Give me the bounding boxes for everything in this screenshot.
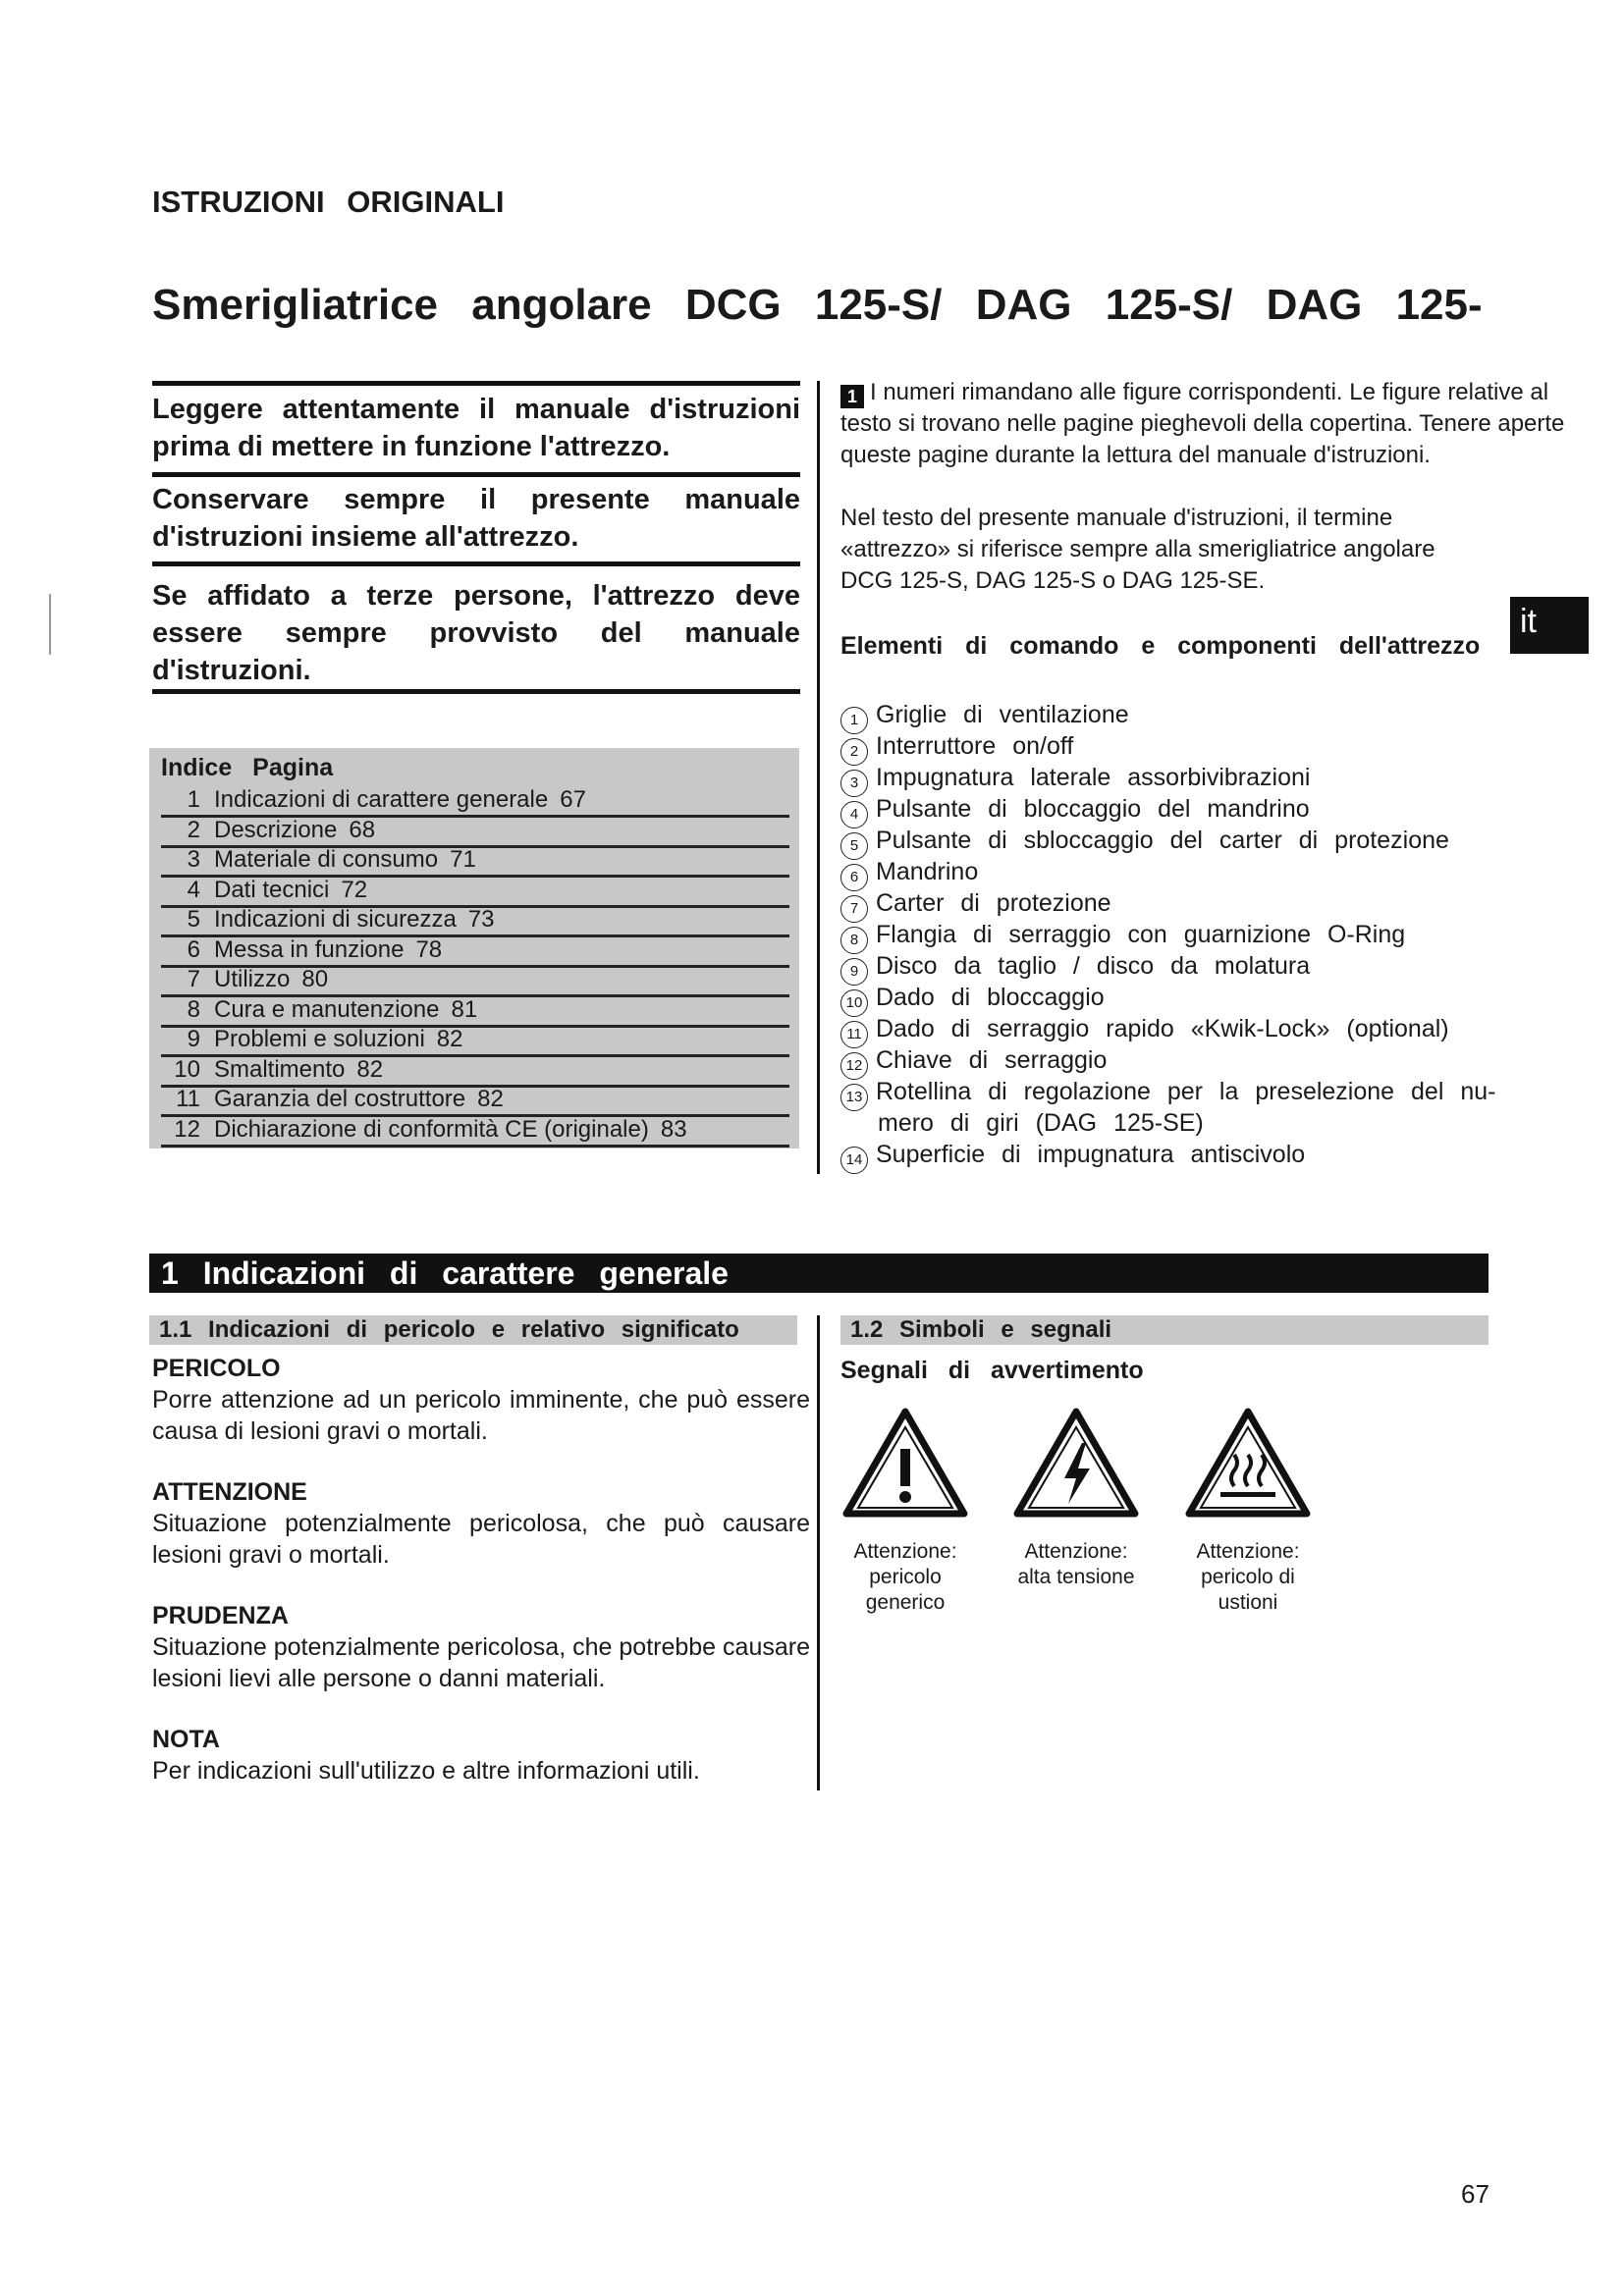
- toc-label: Indicazioni di carattere generale: [214, 786, 549, 813]
- toc-page: 71: [450, 846, 476, 873]
- toc-page: 83: [660, 1115, 687, 1143]
- toc-row: [161, 1055, 789, 1088]
- item-text: Chiave di serraggio: [876, 1046, 1108, 1074]
- rule: [152, 689, 800, 694]
- toc-row: [161, 935, 789, 968]
- toc-number: 7: [187, 966, 200, 992]
- toc-label: Utilizzo: [214, 966, 291, 992]
- toc-page: 68: [349, 816, 376, 843]
- toc-label: Problemi e soluzioni: [214, 1026, 425, 1052]
- note-third-parties: Se affidato a terze persone, l'attrezzo deve essere sempre provvisto del manuale d'istruzioni.: [152, 580, 800, 686]
- item-number-circle: 4: [840, 801, 868, 828]
- toc-number: 8: [187, 995, 200, 1023]
- toc-number: 5: [187, 906, 200, 933]
- item-number-circle: 1: [840, 707, 868, 734]
- list-item: [840, 1013, 1587, 1044]
- hot-surface-icon: [1185, 1408, 1311, 1518]
- toc-page: 80: [301, 966, 329, 992]
- item-number-circle: 8: [840, 927, 868, 954]
- toc-label: Materiale di consumo: [214, 846, 439, 873]
- toc-row: [161, 785, 789, 818]
- toc-label: Descrizione: [214, 816, 338, 843]
- column-divider: [817, 381, 820, 1174]
- toc-page: 82: [356, 1055, 384, 1083]
- item-number-circle: 5: [840, 832, 868, 860]
- figure-badge: 1: [840, 385, 864, 408]
- item-text: Dado di bloccaggio: [876, 984, 1105, 1011]
- item-number-circle: 3: [840, 770, 868, 797]
- intro-paragraph-2: Nel testo del presente manuale d'istruzioni, il termine «attrezzo» si riferisce sempre alla smerigliatrice angolare DCG 125-S, DAG 125-S o DAG 125-SE.: [840, 505, 1435, 594]
- list-item: [840, 762, 1587, 793]
- item-number-circle: 6: [840, 864, 868, 891]
- general-danger-icon: [842, 1408, 968, 1518]
- item-text: Interruttore on/off: [876, 732, 1074, 760]
- list-item: [840, 982, 1587, 1013]
- toc-row: [161, 1085, 789, 1117]
- list-item: [840, 699, 1587, 730]
- item-number-circle: 13: [840, 1084, 868, 1111]
- intro-paragraph: [840, 377, 1587, 471]
- hazard-text-note: Per indicazioni sull'utilizzo e altre informazioni utili.: [152, 1757, 700, 1785]
- list-item: [840, 950, 1587, 982]
- hazard-label-note: NOTA: [152, 1726, 220, 1753]
- item-text: Superficie di impugnatura antiscivolo: [876, 1141, 1306, 1168]
- toc-label: Dati tecnici: [214, 876, 330, 903]
- toc-row: [161, 1025, 789, 1057]
- toc-number: 11: [176, 1086, 200, 1112]
- toc-label: Messa in funzione: [214, 935, 405, 963]
- page-edge-mark: [49, 594, 51, 655]
- toc-label: Dichiarazione di conformità CE (originale): [214, 1115, 649, 1143]
- note-keep-manual: Conservare sempre il presente manuale d'istruzioni insieme all'attrezzo.: [152, 484, 800, 553]
- sign-caption-voltage: Attenzione: alta tensione: [1017, 1540, 1135, 1588]
- toc-row: [161, 965, 789, 997]
- intro-text-1: I numeri rimandano alle figure corrispondenti. Le figure relative al testo si trovano nelle pagine pieghevoli della copertina. Tenere aperte queste pagine durante la lettura del manuale d'istruzioni.: [840, 379, 1565, 468]
- hazard-label-warning: ATTENZIONE: [152, 1478, 307, 1506]
- item-text: Rotellina di regolazione per la preselezione del nu-: [876, 1078, 1496, 1105]
- hazard-text-danger: Porre attenzione ad un pericolo imminente, che può essere causa di lesioni gravi o mortali.: [152, 1386, 810, 1445]
- column-divider: [817, 1315, 820, 1790]
- components-list: [840, 699, 1587, 1170]
- rule: [152, 561, 800, 566]
- toc-row: [161, 816, 789, 848]
- components-title: Elementi di comando e componenti dell'attrezzo: [840, 632, 1481, 660]
- toc-number: 10: [174, 1055, 200, 1083]
- toc-number: 4: [187, 876, 200, 903]
- toc-label: Cura e manutenzione: [214, 995, 440, 1023]
- warning-signs-title: Segnali di avvertimento: [840, 1357, 1144, 1384]
- item-number-circle: 2: [840, 738, 868, 766]
- language-tab: it: [1510, 597, 1589, 654]
- item-number-circle: 12: [840, 1052, 868, 1080]
- list-item: [840, 1107, 1587, 1139]
- item-number-circle: 9: [840, 958, 868, 986]
- list-item: [840, 825, 1587, 856]
- item-text: Mandrino: [876, 858, 979, 885]
- toc-label: Smaltimento: [214, 1055, 346, 1083]
- rule: [152, 381, 800, 386]
- rule: [152, 472, 800, 477]
- toc-page: 78: [415, 935, 443, 963]
- toc-header: Indice Pagina: [161, 754, 334, 781]
- list-item: [840, 1044, 1587, 1076]
- toc-page: 73: [467, 906, 495, 933]
- toc-number: 6: [187, 935, 200, 963]
- toc-row: [161, 876, 789, 908]
- list-item: [840, 856, 1587, 887]
- item-text: Dado di serraggio rapido «Kwik-Lock» (optional): [876, 1015, 1449, 1042]
- item-number-circle: 14: [840, 1147, 868, 1174]
- item-number-circle: 10: [840, 989, 868, 1017]
- subsection-title-1-2: 1.2 Simboli e segnali: [840, 1315, 1489, 1345]
- sign-caption-general: Attenzione: pericolo generico: [853, 1540, 957, 1614]
- hazard-label-danger: PERICOLO: [152, 1355, 281, 1382]
- item-text: Impugnatura laterale assorbivibrazioni: [876, 764, 1311, 791]
- toc-number: 9: [187, 1026, 200, 1052]
- item-number-circle: 11: [840, 1021, 868, 1048]
- high-voltage-icon: [1013, 1408, 1139, 1518]
- subsection-title-1-1: 1.1 Indicazioni di pericolo e relativo significato: [149, 1315, 797, 1345]
- item-text: Pulsante di bloccaggio del mandrino: [876, 795, 1310, 823]
- toc-row: [161, 1115, 789, 1148]
- list-item: [840, 919, 1587, 950]
- list-item: [840, 793, 1587, 825]
- toc-page: 72: [341, 876, 368, 903]
- list-item: [840, 730, 1587, 762]
- list-item: [840, 887, 1587, 919]
- item-text: Flangia di serraggio con guarnizione O-Ring: [876, 921, 1406, 948]
- sign-caption-burn: Attenzione: pericolo di ustioni: [1196, 1540, 1300, 1614]
- page-title: Smerigliatrice angolare DCG 125-S/ DAG 125-S/ DAG 125-: [152, 281, 1483, 329]
- document-header: ISTRUZIONI ORIGINALI: [152, 185, 505, 219]
- page-number: 67: [1461, 2179, 1489, 2209]
- toc-row: [161, 905, 789, 937]
- toc-label: Indicazioni di sicurezza: [214, 906, 457, 933]
- item-text: Carter di protezione: [876, 889, 1111, 917]
- list-item: [840, 1139, 1587, 1170]
- hazard-text-caution: Situazione potenzialmente pericolosa, che potrebbe causare lesioni lievi alle persone o danni materiali.: [152, 1633, 810, 1692]
- item-text: Pulsante di sbloccaggio del carter di protezione: [876, 827, 1449, 854]
- toc-number: 1: [187, 786, 200, 813]
- toc-number: 12: [174, 1115, 200, 1143]
- toc-number: 2: [187, 816, 200, 843]
- toc-page: 81: [451, 995, 478, 1023]
- section-title: 1 Indicazioni di carattere generale: [149, 1254, 1489, 1293]
- toc-label: Garanzia del costruttore: [214, 1086, 466, 1112]
- item-text: Disco da taglio / disco da molatura: [876, 952, 1311, 980]
- item-number-circle: 7: [840, 895, 868, 923]
- toc-number: 3: [187, 846, 200, 873]
- toc-row: [161, 845, 789, 878]
- table-of-contents: [149, 748, 799, 1148]
- toc-page: 82: [477, 1086, 504, 1112]
- item-text: Griglie di ventilazione: [876, 701, 1129, 728]
- list-item: [840, 1076, 1587, 1107]
- hazard-label-caution: PRUDENZA: [152, 1602, 289, 1629]
- toc-page: 67: [560, 786, 586, 813]
- note-read-manual: Leggere attentamente il manuale d'istruzioni prima di mettere in funzione l'attrezzo.: [152, 394, 800, 462]
- item-text: mero di giri (DAG 125-SE): [878, 1109, 1204, 1137]
- toc-row: [161, 995, 789, 1028]
- toc-page: 82: [436, 1026, 463, 1052]
- hazard-text-warning: Situazione potenzialmente pericolosa, che può causare lesioni gravi o mortali.: [152, 1510, 810, 1569]
